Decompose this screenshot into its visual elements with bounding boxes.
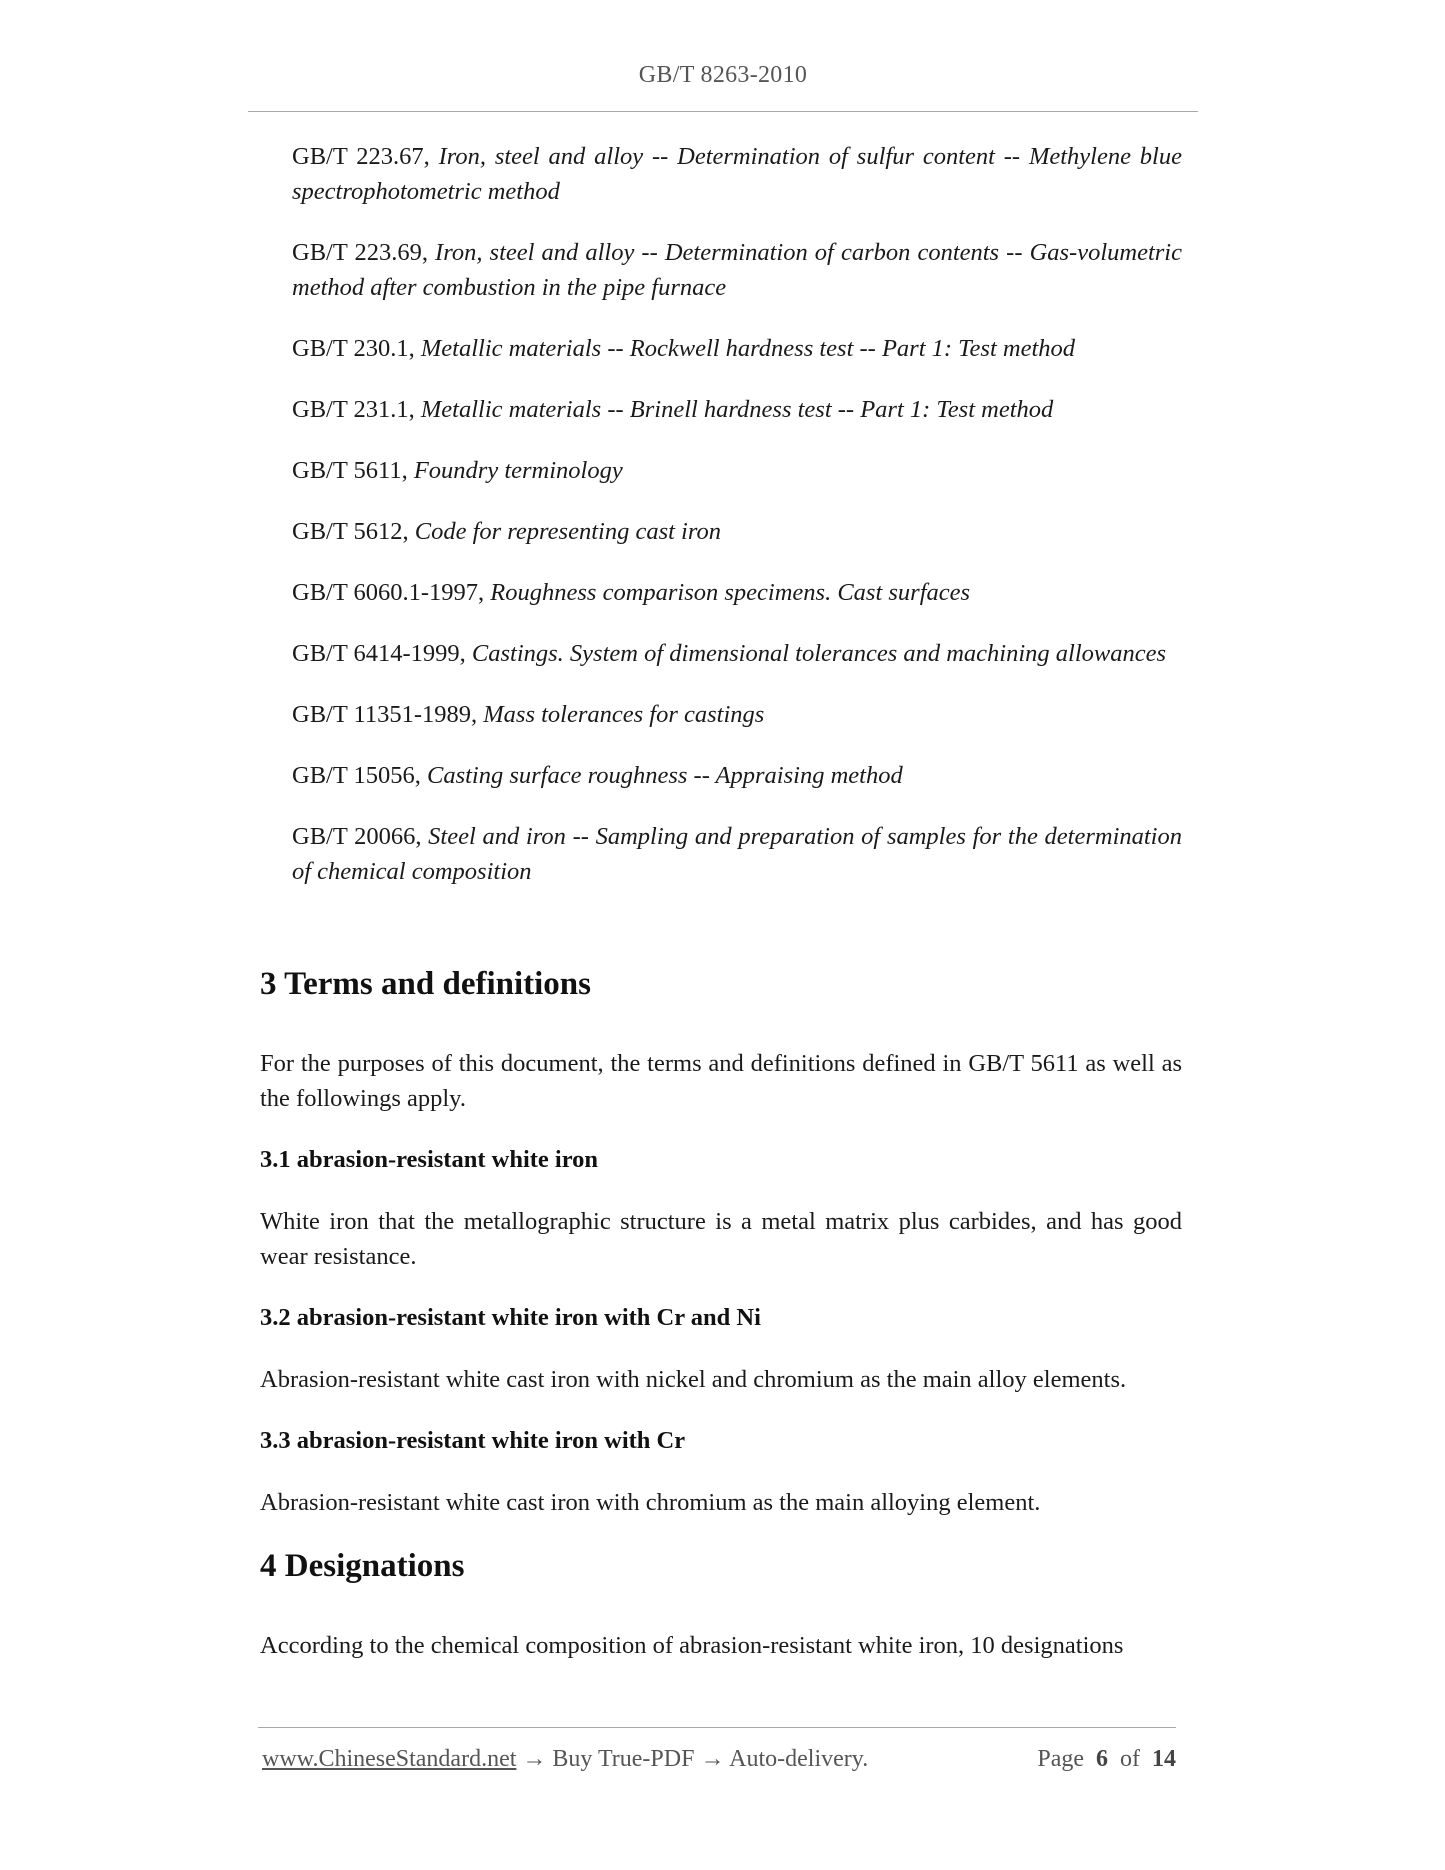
reference-title: Code for representing cast iron: [414, 518, 721, 545]
arrow-icon: →: [516, 1746, 553, 1772]
reference-title: Casting surface roughness -- Appraising method: [427, 762, 903, 789]
reference-code: GB/T 231.1,: [292, 396, 421, 423]
reference-item: [292, 575, 1182, 610]
reference-title: Castings. System of dimensional tolerances and machining allowances: [471, 640, 1167, 667]
section-3-heading: 3 Terms and definitions: [260, 966, 591, 1002]
page-current: 6: [1096, 1746, 1108, 1772]
reference-code: GB/T 5612,: [292, 518, 415, 545]
term-3-3-definition: Abrasion-resistant white cast iron with chromium as the main alloying element.: [260, 1489, 1041, 1516]
term-3-2-heading: 3.2 abrasion-resistant white iron with Cr and Ni: [260, 1304, 761, 1331]
reference-code: GB/T 223.67,: [292, 143, 439, 170]
reference-title: Iron, steel and alloy -- Determination of carbon contents -- Gas-volumetric method after combustion in the pipe furnace: [292, 239, 1182, 301]
reference-code: GB/T 6060.1-1997,: [292, 579, 491, 606]
site-link[interactable]: www.ChineseStandard.net: [262, 1746, 517, 1772]
reference-title: Metallic materials -- Rockwell hardness test -- Part 1: Test method: [420, 335, 1076, 362]
reference-item: [292, 758, 1182, 793]
reference-item: [292, 819, 1182, 889]
reference-title: Roughness comparison specimens. Cast surfaces: [490, 579, 971, 606]
term-3-1-definition: White iron that the metallographic structure is a metal matrix plus carbides, and has good wear resistance.: [260, 1208, 1182, 1270]
main-content: [260, 964, 1182, 1689]
reference-code: GB/T 230.1,: [292, 335, 421, 362]
reference-item: [292, 235, 1182, 305]
section-3-intro: For the purposes of this document, the terms and definitions defined in GB/T 5611 as well as the followings apply.: [260, 1050, 1182, 1112]
reference-code: GB/T 6414-1999,: [292, 640, 472, 667]
reference-item: [292, 331, 1182, 366]
auto-delivery-text: Auto-delivery.: [729, 1746, 869, 1772]
term-3-2-definition: Abrasion-resistant white cast iron with nickel and chromium as the main alloy elements.: [260, 1366, 1127, 1393]
buy-pdf-text: Buy True-PDF: [552, 1746, 695, 1772]
page-indicator: [1037, 1746, 1176, 1773]
reference-item: [292, 636, 1182, 671]
reference-title: Foundry terminology: [413, 457, 623, 484]
reference-title: Steel and iron -- Sampling and preparation of samples for the determination of chemical composition: [292, 823, 1182, 885]
page-total: 14: [1152, 1746, 1176, 1772]
reference-title: Metallic materials -- Brinell hardness test -- Part 1: Test method: [420, 396, 1054, 423]
reference-title: Mass tolerances for castings: [483, 701, 765, 728]
reference-item: [292, 139, 1182, 209]
section-4-text: According to the chemical composition of abrasion-resistant white iron, 10 designations: [260, 1632, 1124, 1659]
reference-item: [292, 514, 1182, 549]
of-label: of: [1120, 1746, 1140, 1772]
reference-item: [292, 453, 1182, 488]
term-3-1-heading: 3.1 abrasion-resistant white iron: [260, 1146, 599, 1173]
reference-title: Iron, steel and alloy -- Determination of sulfur content -- Methylene blue spectrophotometric method: [292, 143, 1182, 205]
reference-code: GB/T 15056,: [292, 762, 427, 789]
normative-references-list: [292, 139, 1182, 915]
reference-item: [292, 697, 1182, 732]
section-4-heading: 4 Designations: [260, 1548, 465, 1584]
page-header-standard-id: GB/T 8263-2010: [638, 62, 808, 88]
reference-item: [292, 392, 1182, 427]
header-divider: [248, 111, 1198, 112]
reference-code: GB/T 11351-1989,: [292, 701, 484, 728]
reference-code: GB/T 223.69,: [292, 239, 436, 266]
arrow-icon: →: [694, 1746, 730, 1772]
footer-divider: [258, 1727, 1176, 1728]
reference-code: GB/T 5611,: [292, 457, 414, 484]
page-label: Page: [1037, 1746, 1084, 1772]
reference-code: GB/T 20066,: [292, 823, 429, 850]
page-footer: [262, 1746, 1176, 1773]
term-3-3-heading: 3.3 abrasion-resistant white iron with Cr: [260, 1427, 686, 1454]
